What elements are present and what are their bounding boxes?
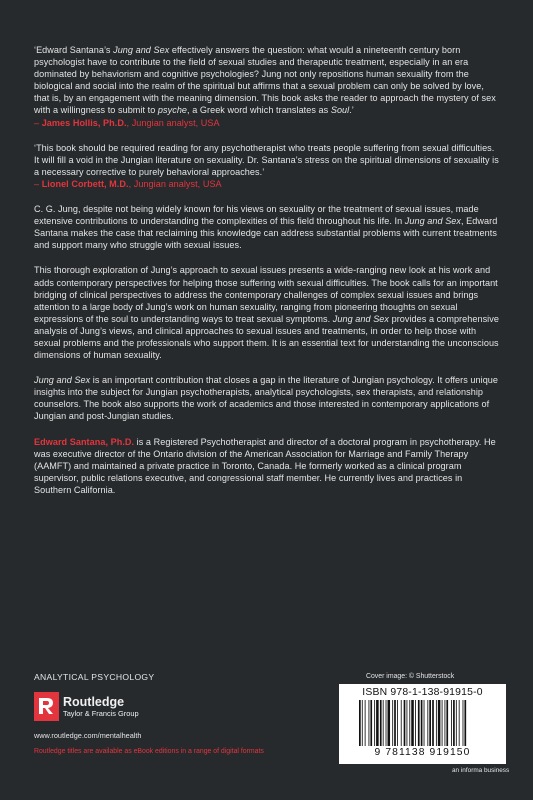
endorser-credit (34, 179, 222, 189)
barcode-bar (442, 700, 443, 746)
barcode-bar (432, 700, 434, 746)
barcode-bar (456, 700, 457, 746)
publisher-url[interactable]: www.routledge.com/mentalhealth (34, 731, 142, 740)
publisher-group: Taylor & Francis Group (63, 709, 139, 718)
barcode-bar (407, 700, 408, 746)
informa-tagline: an informa business (452, 767, 510, 774)
barcode-bar (438, 700, 441, 746)
barcode-bar (386, 700, 387, 746)
barcode-bar (463, 700, 464, 746)
barcode-bar (446, 700, 448, 746)
quote-text: ‘Edward Santana’s (34, 45, 114, 55)
barcode-bar (453, 700, 455, 746)
body-text: C. G. Jung, despite not being widely known for his views on sexuality or the treatment of sexual issues, made extensive contributions to understanding the complexities of this field throughout his life. In (34, 204, 479, 227)
body-text: is an important contribution that closes a gap in the literature of Jungian psychology. It offers unique insights into the subject for Jungian psychotherapists, analytical psychologists, sex therapists, and relationship counselors. The book also supports the work of academics and those interested in contemporary applications of Jungian and post-Jungian studies. (34, 375, 499, 422)
barcode-bar (359, 700, 361, 746)
barcode-bar (365, 700, 366, 746)
barcode-bar (369, 700, 370, 746)
dash: – (34, 178, 42, 189)
book-title-italic: Jung and Sex (113, 45, 170, 55)
barcode-bar (409, 700, 410, 746)
barcode-bar (376, 700, 379, 746)
dash: – (34, 117, 42, 128)
quote-text: effectively answers the question: what would a nineteenth century born psychologist have to contribute to the field of sexual studies and therapeutic treatment, especially in an era dominated by behaviorism and cognitive psychologies? Jung not only repositions human sexuality from the biological and social into the realm of the spiritual but affirms that a sexual problem can only be solved by love, that is, by an engagement with the meaning dimension. This book asks the reader to approach the mystery of sex with a willingness to submit to (34, 45, 496, 116)
body-text: , Edward Santana makes the case that reclaiming this knowledge can address substantial problems with current treatments and support many who struggle with sexual issues. (34, 216, 498, 251)
barcode-bar (436, 700, 437, 746)
barcode-bar (394, 700, 396, 746)
subject-category: ANALYTICAL PSYCHOLOGY (34, 672, 155, 682)
barcode-bars (359, 700, 487, 748)
barcode-bar (424, 700, 425, 746)
barcode-bar (370, 700, 372, 746)
italic-word: psyche (157, 105, 188, 116)
barcode-bar (421, 700, 423, 746)
barcode-digits: 9 781138 919150 (374, 747, 471, 758)
barcode-bar (392, 700, 393, 746)
barcode-bar (459, 700, 460, 746)
publisher-block (34, 672, 314, 755)
book-title-italic: Jung and Sex (332, 313, 390, 324)
endorser-role: , Jungian analyst, USA (128, 178, 222, 189)
ebook-note: Routledge titles are available as eBook editions in a range of digital formats (34, 748, 264, 755)
barcode-bar (401, 700, 402, 746)
endorser-credit (34, 118, 220, 128)
endorsement-hollis (34, 44, 500, 129)
body-text: This thorough exploration of Jung’s approach to sexual issues presents a wide-ranging new look at his work and adds contemporary perspectives for helping those suffering with sexual difficulties. The book calls for an important bridging of clinical perspectives to address the contemporary challenges of complex sexual issues and brings attention to a large body of Jung’s work on human sexuality, ranging from pioneering thoughts on sexual expressions of the soul to understanding ways to treat sexual symptoms. (34, 265, 498, 324)
bio-text: is a Registered Psychotherapist and director of a doctoral program in psychotherapy. He was executive director of the Ontario division of the American Association for Marriage and Family Therapy (AAMFT) and maintained a private practice in Toronto, Canada. He formerly worked as a clinical program supervisor, public relations executive, and congressional staff member. He currently lives and practices in Southern California. (34, 436, 496, 495)
publisher-name: Routledge (63, 695, 125, 709)
barcode-bar (374, 700, 375, 746)
description-paragraph-1 (34, 203, 500, 251)
barcode-bar (427, 700, 428, 746)
barcode-bar (362, 700, 363, 746)
isbn-text: ISBN 978-1-138-91915-0 (362, 687, 483, 698)
description-paragraph-2 (34, 264, 500, 361)
endorsement-corbett (34, 142, 500, 190)
back-cover-text (34, 44, 500, 509)
author-name: Edward Santana, Ph.D. (34, 436, 135, 447)
publisher-logo (34, 692, 314, 721)
book-title-italic: Jung and Sex (404, 216, 462, 227)
endorser-role: , Jungian analyst, USA (126, 117, 220, 128)
author-bio (34, 436, 500, 496)
cover-image-credit: Cover image: © Shutterstock (366, 673, 455, 680)
italic-word: Soul (330, 105, 350, 116)
barcode-bar (451, 700, 452, 746)
publisher-name-block (63, 695, 139, 718)
body-text: provides a comprehensive analysis of Jung’s views, and clinical approaches to sexual issues and treatments, in order to help those with sexual problems and the professionals who support them. It is an essential text for understanding the unconscious dimensions of human sexuality. (34, 313, 499, 361)
barcode-bar (411, 700, 414, 746)
barcode-bar (445, 700, 446, 746)
barcode-bar (415, 700, 416, 746)
barcode-bar (380, 700, 382, 746)
barcode-bar (383, 700, 384, 746)
quote-text: , a Greek word which translates as (187, 105, 331, 116)
description-paragraph-3 (34, 374, 500, 422)
barcode-bar (464, 700, 466, 746)
barcode-panel (339, 684, 506, 764)
barcode-bar (388, 700, 391, 746)
barcode-bar (418, 700, 420, 746)
barcode-bar (397, 700, 398, 746)
quote-text: .’ (349, 105, 354, 116)
quote-text: ‘This book should be required reading for any psychotherapist who treats people suffering from sexual difficulties. It will fill a void in the Jungian literature on sexuality. Dr. Santana’s stress on the spiritual dimensions of sexuality is a necessary corrective to purely behavioral approaches.’ (34, 142, 499, 177)
endorser-name: Lionel Corbett, M.D. (41, 178, 129, 189)
barcode-bar (404, 700, 406, 746)
book-title-italic: Jung and Sex (34, 375, 91, 386)
endorser-name: James Hollis, Ph.D. (41, 117, 127, 128)
routledge-logo-icon (34, 692, 59, 721)
barcode-bar (429, 700, 431, 746)
